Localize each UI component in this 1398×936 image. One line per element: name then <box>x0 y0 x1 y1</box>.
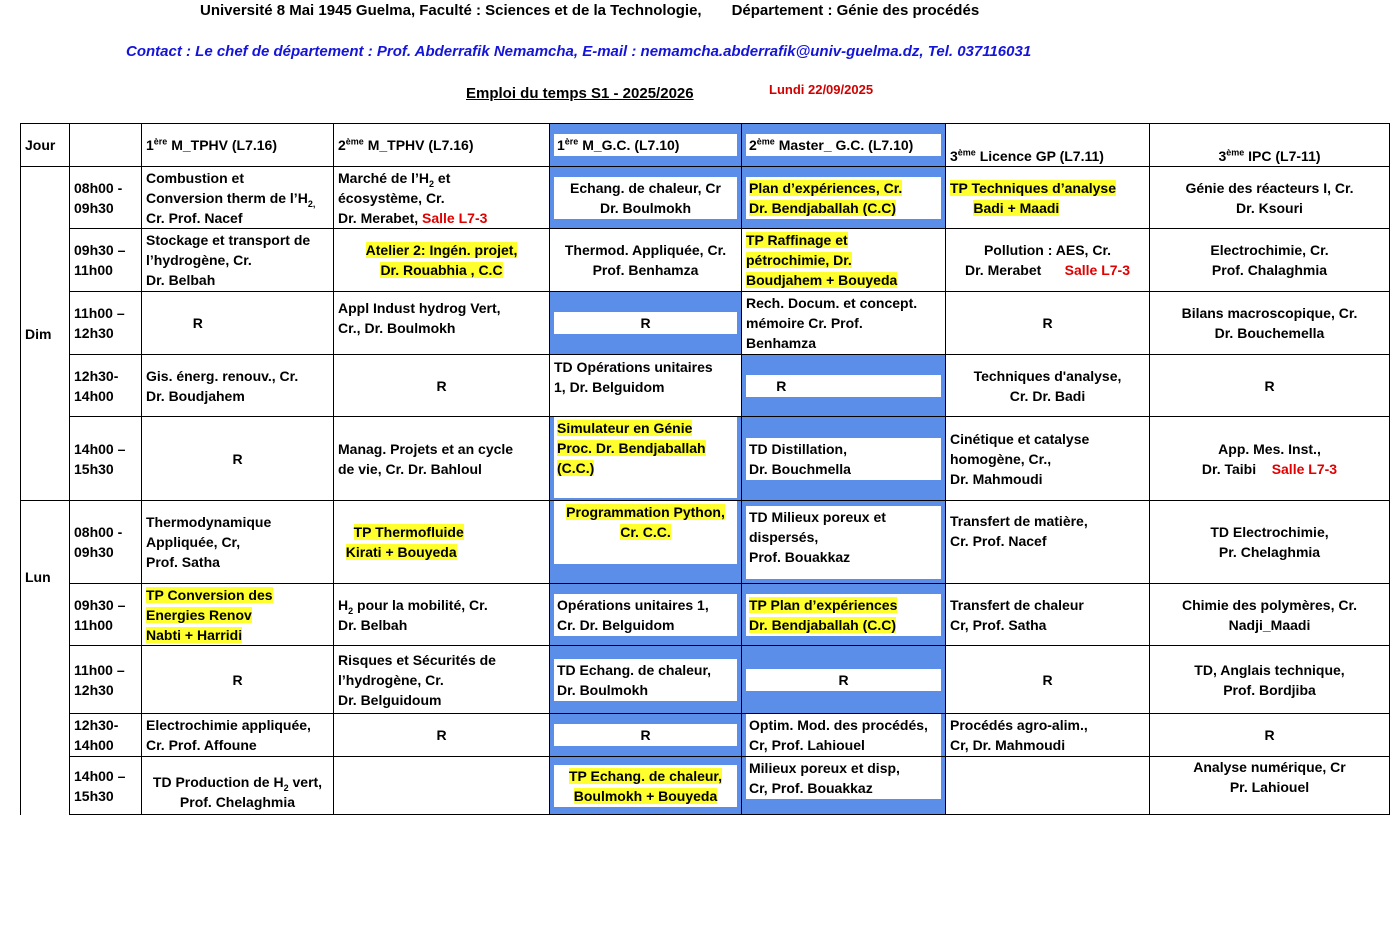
date-label: Lundi 22/09/2025 <box>769 82 874 97</box>
course-cell: Combustion et Conversion therm de $l’H_{2,}$ Cr. Prof. Nacef <box>142 167 334 229</box>
course-cell: Manag. Projets et an cycle de vie, Cr. Dr. Bahloul <box>334 417 550 501</box>
time-cell: 11h00 – 12h30 <box>70 646 142 714</box>
course-cell: Appl Indust hydrog Vert, Cr., Dr. Boulmokh <box>334 292 550 355</box>
course-cell: R <box>334 355 550 417</box>
room-label: Salle L7-3 <box>1064 262 1130 278</box>
course-cell: Techniques d'analyse, Cr. Dr. Badi <box>946 355 1150 417</box>
course-cell: Optim. Mod. des procédés, Cr, Prof. Lahiouel <box>742 714 946 757</box>
course-cell: Thermod. Appliquée, Cr. Prof. Benhamza <box>550 229 742 292</box>
course-cell: TP Conversion des Energies Renov Nabti + Harridi <box>142 584 334 646</box>
table-row <box>21 501 1390 584</box>
course-cell: R <box>142 646 334 714</box>
course-cell: Gis. énerg. renouv., Cr. Dr. Boudjahem <box>142 355 334 417</box>
course-cell: Electrochimie appliquée, Cr. Prof. Affoune <box>142 714 334 757</box>
table-row <box>21 355 1390 417</box>
course-cell: TD Distillation, Dr. Bouchmella <box>742 417 946 501</box>
contact-line: Contact : Le chef de département : Prof. Abderrafik Nemamcha, E-mail : nemamcha.abderrafik@univ-guelma.dz, Tel. 037116031 <box>126 43 1032 60</box>
course-cell: R <box>1150 714 1390 757</box>
col-1-m-tphv: 1ère M_TPHV (L7.16) <box>142 124 334 167</box>
table-row <box>21 584 1390 646</box>
col-3-licence-gp: 3ème Licence GP (L7.11) <box>946 124 1150 167</box>
course-cell: TP Plan d’expériences Dr. Bendjaballah (C.C) <box>742 584 946 646</box>
course-cell: Opérations unitaires 1, Cr. Dr. Belguidom <box>550 584 742 646</box>
room-label: Salle L7-3 <box>422 209 488 226</box>
time-cell: 14h00 – 15h30 <box>70 417 142 501</box>
table-row <box>21 292 1390 355</box>
course-cell: $H_2$ pour la mobilité, Cr. Dr. Belbah <box>334 584 550 646</box>
col-1-m-gc: 1ère M_G.C. (L7.10) <box>550 124 742 167</box>
course-cell: Marché de $l’H_2$ et écosystème, Cr. Dr. Merabet, Salle L7-3 <box>334 167 550 229</box>
course-cell: TP Echang. de chaleur, Boulmokh + Bouyeda <box>550 757 742 815</box>
course-cell: Transfert de matière, Cr. Prof. Nacef <box>946 501 1150 584</box>
course-cell: Procédés agro-alim., Cr, Dr. Mahmoudi <box>946 714 1150 757</box>
course-cell: TD Electrochimie, Pr. Chelaghmia <box>1150 501 1390 584</box>
course-cell: TD Production de $H_2$ vert, Prof. Chelaghmia <box>142 757 334 815</box>
time-cell: 14h00 – 15h30 <box>70 757 142 815</box>
time-cell: 12h30- 14h00 <box>70 714 142 757</box>
table-row <box>21 714 1390 757</box>
course-cell: Simulateur en Génie Proc. Dr. Bendjaballah (C.C.) <box>550 417 742 501</box>
course-cell: R <box>142 292 334 355</box>
course-cell: R <box>550 714 742 757</box>
course-cell: Risques et Sécurités de l’hydrogène, Cr. Dr. Belguidoum <box>334 646 550 714</box>
col-2-m-tphv: 2ème M_TPHV (L7.16) <box>334 124 550 167</box>
timetable-title: Emploi du temps S1 - 2025/2026 <box>466 85 694 102</box>
time-cell: 09h30 – 11h00 <box>70 229 142 292</box>
col-3-ipc: 3ème IPC (L7-11) <box>1150 124 1390 167</box>
course-cell: R <box>946 292 1150 355</box>
course-cell: TD Echang. de chaleur, Dr. Boulmokh <box>550 646 742 714</box>
course-cell: Echang. de chaleur, Cr Dr. Boulmokh <box>550 167 742 229</box>
course-cell: TP Thermofluide Kirati + Bouyeda <box>334 501 550 584</box>
table-row <box>21 417 1390 501</box>
course-cell: Cinétique et catalyse homogène, Cr., Dr. Mahmoudi <box>946 417 1150 501</box>
course-cell: App. Mes. Inst., Dr. Taibi Salle L7-3 <box>1150 417 1390 501</box>
course-cell: Milieux poreux et disp, Cr, Prof. Bouakkaz <box>742 757 946 815</box>
time-cell: 12h30- 14h00 <box>70 355 142 417</box>
course-cell: Chimie des polymères, Cr. Nadji_Maadi <box>1150 584 1390 646</box>
day-lun: Lun <box>21 501 70 815</box>
room-label: Salle L7-3 <box>1271 460 1338 477</box>
time-cell: 08h00 - 09h30 <box>70 501 142 584</box>
course-cell: Atelier 2: Ingén. projet, Dr. Rouabhia , C.C <box>334 229 550 292</box>
course-cell: Rech. Docum. et concept. mémoire Cr. Prof. Benhamza <box>742 292 946 355</box>
course-cell: Thermodynamique Appliquée, Cr, Prof. Satha <box>142 501 334 584</box>
course-cell: TD Milieux poreux et dispersés, Prof. Bouakkaz <box>742 501 946 584</box>
header-university <box>200 2 979 19</box>
department-label: Département : Génie des procédés <box>731 2 980 19</box>
table-row <box>21 167 1390 229</box>
course-cell: R <box>550 292 742 355</box>
course-cell: Bilans macroscopique, Cr. Dr. Bouchemella <box>1150 292 1390 355</box>
timetable <box>20 123 1390 815</box>
course-cell: Analyse numérique, Cr Pr. Lahiouel <box>1150 757 1390 815</box>
university-label: Université 8 Mai 1945 Guelma, Faculté : Sciences et de la Technologie, <box>200 2 702 19</box>
time-cell: 08h00 - 09h30 <box>70 167 142 229</box>
course-cell: R <box>742 646 946 714</box>
course-cell: Pollution : AES, Cr. Dr. Merabet Salle L7-3 <box>946 229 1150 292</box>
course-cell: R <box>1150 355 1390 417</box>
course-cell <box>334 757 550 815</box>
course-cell: Plan d’expériences, Cr. Dr. Bendjaballah (C.C) <box>742 167 946 229</box>
col-time <box>70 124 142 167</box>
table-row <box>21 757 1390 815</box>
course-cell: R <box>142 417 334 501</box>
table-row <box>21 229 1390 292</box>
course-cell: Programmation Python, Cr. C.C. <box>550 501 742 584</box>
col-jour: Jour <box>21 124 70 167</box>
course-cell: Transfert de chaleur Cr, Prof. Satha <box>946 584 1150 646</box>
col-2-master-gc: 2ème Master_ G.C. (L7.10) <box>742 124 946 167</box>
course-cell: R <box>334 714 550 757</box>
course-cell: Stockage et transport de l’hydrogène, Cr. Dr. Belbah <box>142 229 334 292</box>
course-cell: TP Techniques d’analyse Badi + Maadi <box>946 167 1150 229</box>
day-dim: Dim <box>21 167 70 501</box>
time-cell: 11h00 – 12h30 <box>70 292 142 355</box>
course-cell: Génie des réacteurs I, Cr. Dr. Ksouri <box>1150 167 1390 229</box>
table-row <box>21 646 1390 714</box>
header-row <box>21 124 1390 167</box>
time-cell: 09h30 – 11h00 <box>70 584 142 646</box>
course-cell: R <box>742 355 946 417</box>
course-cell: Electrochimie, Cr. Prof. Chalaghmia <box>1150 229 1390 292</box>
course-cell: TD, Anglais technique, Prof. Bordjiba <box>1150 646 1390 714</box>
course-cell: R <box>946 646 1150 714</box>
course-cell: TD Opérations unitaires 1, Dr. Belguidom <box>550 355 742 417</box>
course-cell <box>946 757 1150 815</box>
course-cell: TP Raffinage et pétrochimie, Dr. Boudjahem + Bouyeda <box>742 229 946 292</box>
